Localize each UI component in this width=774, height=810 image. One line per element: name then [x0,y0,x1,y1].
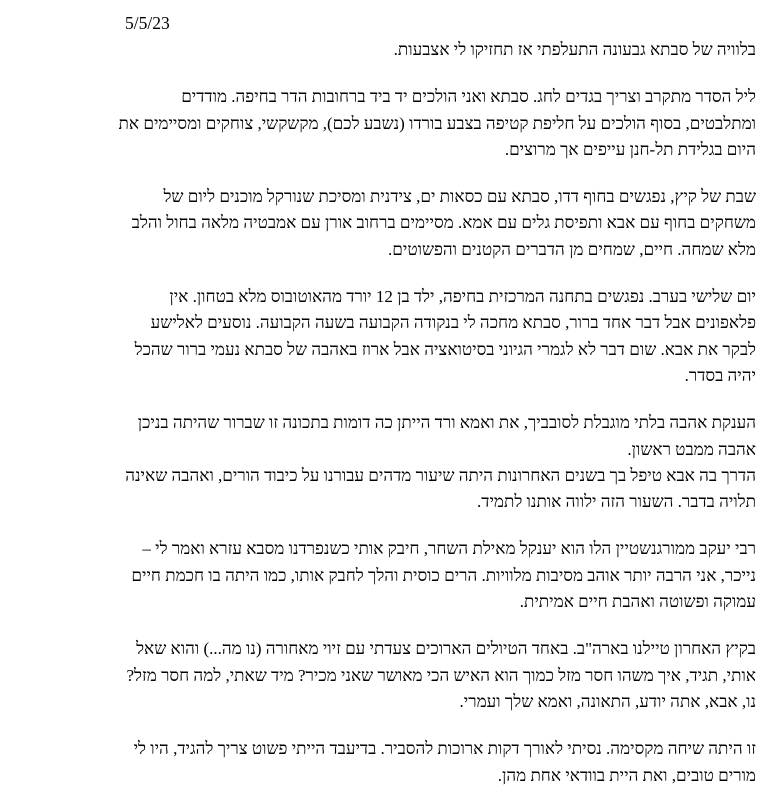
document-date: 5/5/23 [125,13,170,33]
document-body [38,37,756,810]
paragraph [38,536,756,615]
text-line: הענקת אהבה בלתי מוגבלת לסובביך, את ואמא ורד הייתן כה דומות בתכונה זו שברור שהיתה בניכן [137,413,756,433]
text-line: רבי יעקב ממורגנשטיין הלו הוא יענקל מאילת השחר, חיבק אותי כשנפרדנו מסבא עזרא ואמר לי – [142,539,756,559]
paragraph [38,37,756,63]
text-line: אהבה ממבט ראשון. [627,439,756,459]
text-line: בקיץ האחרון טיילנו בארה"ב. באחד הטיולים הארוכים צעדתי עם זיוי מאחורה (נו מה...) והוא שאל [136,639,756,659]
text-line: תלויה בדבר. השעור הזה ילווה אותנו לתמיד. [477,492,756,512]
text-line: יהיה בסדר. [684,365,756,385]
text-line: פלאפונים אבל דבר אחד ברור, סבתא מחכה לי בנקודה הקבועה בשעה הקבועה. נוסעים לאלישע [150,313,756,333]
paragraph [38,284,756,389]
text-line: יום שלישי בערב. נפגשים בתחנה המרכזית בחיפה, ילד בן 12 יורד מהאוטובוס מלא בטחון. אין [169,287,756,307]
text-line: אותי, תגיד, איך משהו חסר מזל כמוך הוא האיש הכי מאושר שאני מכיר? מיד שאתי, למה חסר מזל? [126,665,756,685]
text-line: שבת של קיץ, נפגשים בחוף דדו, סבתא עם כסאות ים, צידנית ומסיכת שנורקל מוכנים ליום של [163,187,756,207]
paragraph [38,410,756,515]
text-line: עמוקה ופשוטה ואהבת חיים אמיתית. [519,592,756,612]
text-line: מלא שמחה. חיים, שמחים מן הדברים הקטנים והפשוטים. [388,239,756,259]
text-line: היום בגלידת תל-חנן עייפים אך מרוצים. [504,139,756,159]
text-line: בלוויה של סבתא גבעונה התעלפתי אז תחזיקו לי אצבעות. [393,40,756,59]
text-line: נו, אבא, אתה יודע, התאונה, ואמא שלך ועמרי. [459,691,756,711]
text-line: לבקר את אבא. שום דבר לא לגמרי הגיוני בסיטואציה אבל ארוז באהבה של סבתא נעמי ברור שהכל [134,339,756,359]
text-line: הדרך בה אבא טיפל בך בשנים האחרונות היתה שיעור מדהים עבורנו על כיבוד הורים, ואהבה שאינה [125,465,756,485]
text-line: זו היתה שיחה מקסימה. נסיתי לאורך דקות ארוכות להסביר. בדיעבד הייתי פשוט צריך להגיד, היו לי [133,739,756,759]
paragraph [38,184,756,263]
paragraph [38,736,756,789]
text-line: מורים טובים, ואת היית בוודאי אחת מהן. [497,765,756,785]
text-line: משחקים בחוף עם אבא ותפיסת גלים עם אמא. מסיימים ברחוב אורן עם אמבטיה מלאה בחול והלב [131,213,756,233]
paragraph [38,84,756,163]
paragraph [38,636,756,715]
text-line: נייכר, אני הרבה יותר אוהב מסיבות מלוויות. הרים כוסית והלך לחבק אותו, כמו היתה בו חכמת חיים [131,565,756,585]
text-line: ליל הסדר מתקרב וצריך בגדים לחג. סבתא ואני הולכים יד ביד ברחובות הדר בחיפה. מודדים [181,87,756,107]
text-line: ומתלבטים, בסוף הולכים על חליפת קטיפה בצבע בורדו (נשבע לכם), מקשקשי, צוחקים ומסיימים את [118,113,756,133]
